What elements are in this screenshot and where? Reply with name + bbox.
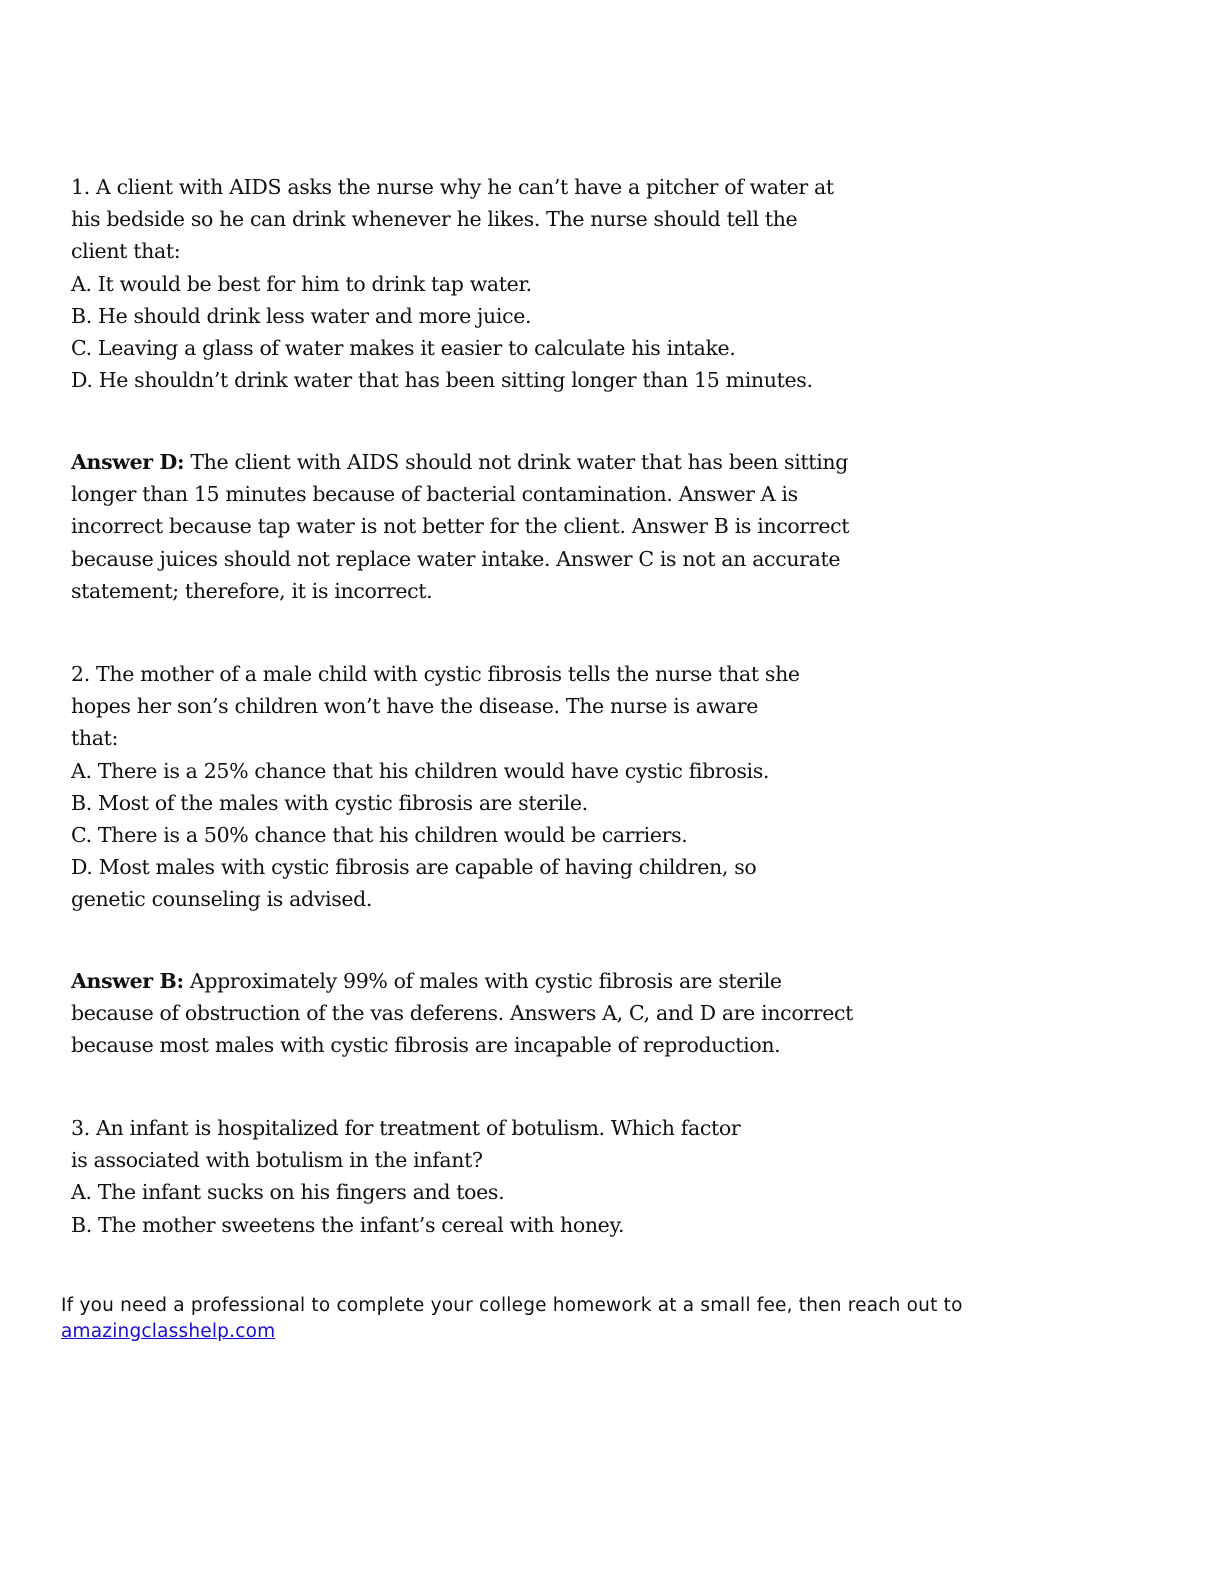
question-3-stem-line: 3. An infant is hospitalized for treatment of botulism. Which factor [71, 1116, 741, 1140]
answer-2-label: Answer B: [71, 969, 184, 993]
question-3 [71, 1112, 871, 1241]
question-1-option-d: D. He shouldn’t drink water that has been sitting longer than 15 minutes. [71, 368, 813, 393]
question-2-stem-line: 2. The mother of a male child with cystic fibrosis tells the nurse that she [71, 662, 800, 686]
question-1-option-b: B. He should drink less water and more juice. [71, 303, 532, 328]
footer-promo [61, 1293, 1161, 1345]
question-1-stem-line: client that: [71, 239, 181, 264]
answer-1-label: Answer D: [71, 450, 185, 474]
answer-2 [71, 965, 871, 1062]
question-1-option-a: A. It would be best for him to drink tap water. [71, 271, 532, 296]
answer-1-line: statement; therefore, it is incorrect. [71, 578, 433, 603]
question-2-option-d: D. Most males with cystic fibrosis are capable of having children, so [71, 855, 757, 880]
question-2-option-c: C. There is a 50% chance that his children would be carriers. [71, 823, 688, 848]
question-2-option-a: A. There is a 25% chance that his children would have cystic fibrosis. [71, 758, 770, 783]
question-2 [71, 658, 871, 916]
question-2-stem-line: that: [71, 726, 119, 751]
question-1-stem-line: his bedside so he can drink whenever he likes. The nurse should tell the [71, 207, 798, 232]
answer-2-text: Approximately 99% of males with cystic fibrosis are sterile [183, 969, 782, 993]
question-1 [71, 171, 871, 396]
answer-1-line: because juices should not replace water intake. Answer C is not an accurate [71, 546, 841, 571]
answer-2-line: because most males with cystic fibrosis are incapable of reproduction. [71, 1033, 781, 1058]
answer-1-text: The client with AIDS should not drink water that has been sitting [184, 450, 849, 474]
answer-2-line: because of obstruction of the vas deferens. Answers A, C, and D are incorrect [71, 1001, 854, 1026]
question-2-option-b: B. Most of the males with cystic fibrosis are sterile. [71, 790, 588, 815]
question-2-option-d-continued: genetic counseling is advised. [71, 887, 373, 912]
question-3-option-a: A. The infant sucks on his fingers and toes. [71, 1180, 505, 1205]
answer-2-first-line [71, 965, 871, 997]
question-3-stem-line: is associated with botulism in the infant? [71, 1148, 483, 1173]
question-1-option-c: C. Leaving a glass of water makes it easier to calculate his intake. [71, 336, 736, 361]
question-2-stem-line: hopes her son’s children won’t have the disease. The nurse is aware [71, 694, 758, 719]
answer-1 [71, 446, 871, 607]
answer-1-first-line [71, 446, 871, 478]
answer-1-line: longer than 15 minutes because of bacterial contamination. Answer A is [71, 482, 798, 507]
answer-1-line: incorrect because tap water is not better for the client. Answer B is incorrect [71, 514, 850, 539]
question-1-stem-line: 1. A client with AIDS asks the nurse why he can’t have a pitcher of water at [71, 175, 834, 199]
footer-link[interactable]: amazingclasshelp.com [61, 1321, 276, 1342]
footer-text: If you need a professional to complete your college homework at a small fee, then reach out to [61, 1295, 963, 1316]
question-3-option-b: B. The mother sweetens the infant’s cereal with honey. [71, 1212, 625, 1237]
